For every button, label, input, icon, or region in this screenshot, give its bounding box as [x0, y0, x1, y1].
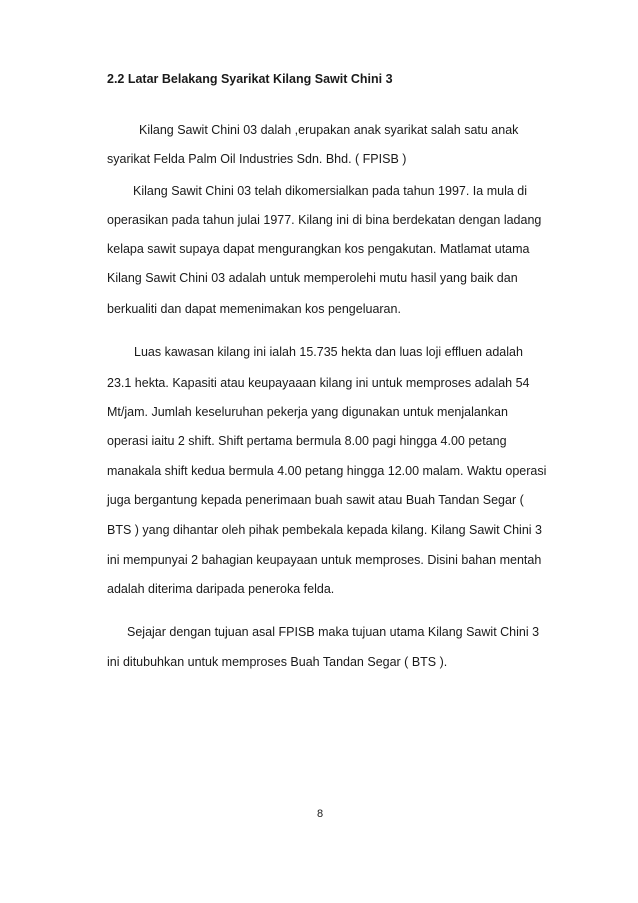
paragraph-4-line-1: Sejajar dengan tujuan asal FPISB maka tujuan utama Kilang Sawit Chini 3 — [127, 625, 540, 639]
paragraph-2-line-3: kelapa sawit supaya dapat mengurangkan kos pengakutan. Matlamat utama — [107, 242, 530, 256]
section-heading: 2.2 Latar Belakang Syarikat Kilang Sawit Chini 3 — [107, 72, 393, 86]
paragraph-3-line-3: Mt/jam. Jumlah keseluruhan pekerja yang digunakan untuk menjalankan — [107, 405, 508, 419]
page-number: 8 — [316, 808, 324, 820]
paragraph-3-line-6: juga bergantung kepada penerimaan buah sawit atau Buah Tandan Segar ( — [107, 493, 524, 507]
paragraph-2-line-5: berkualiti dan dapat memenimakan kos pengeluaran. — [107, 302, 401, 316]
paragraph-3-line-1: Luas kawasan kilang ini ialah 15.735 hekta dan luas loji effluen adalah — [134, 345, 523, 359]
paragraph-4-line-2: ini ditubuhkan untuk memproses Buah Tandan Segar ( BTS ). — [107, 655, 448, 669]
paragraph-1-line-2: syarikat Felda Palm Oil Industries Sdn. Bhd. ( FPISB ) — [107, 152, 407, 166]
paragraph-2-line-4: Kilang Sawit Chini 03 adalah untuk memperolehi mutu hasil yang baik dan — [107, 271, 518, 285]
paragraph-3-line-7: BTS ) yang dihantar oleh pihak pembekala kepada kilang. Kilang Sawit Chini 3 — [107, 523, 542, 537]
paragraph-2-line-2: operasikan pada tahun julai 1977. Kilang ini di bina berdekatan dengan ladang — [107, 213, 542, 227]
paragraph-3-line-5: manakala shift kedua bermula 4.00 petang hingga 12.00 malam. Waktu operasi — [107, 464, 547, 478]
paragraph-3-line-2: 23.1 hekta. Kapasiti atau keupayaaan kilang ini untuk memproses adalah 54 — [107, 376, 530, 390]
paragraph-2-line-1: Kilang Sawit Chini 03 telah dikomersialkan pada tahun 1997. Ia mula di — [133, 184, 527, 198]
paragraph-1-line-1: Kilang Sawit Chini 03 dalah ,erupakan anak syarikat salah satu anak — [139, 123, 519, 137]
paragraph-3-line-9: adalah diterima daripada peneroka felda. — [107, 582, 335, 596]
paragraph-3-line-4: operasi iaitu 2 shift. Shift pertama bermula 8.00 pagi hingga 4.00 petang — [107, 434, 507, 448]
paragraph-3-line-8: ini mempunyai 2 bahagian keupayaan untuk memproses. Disini bahan mentah — [107, 553, 542, 567]
